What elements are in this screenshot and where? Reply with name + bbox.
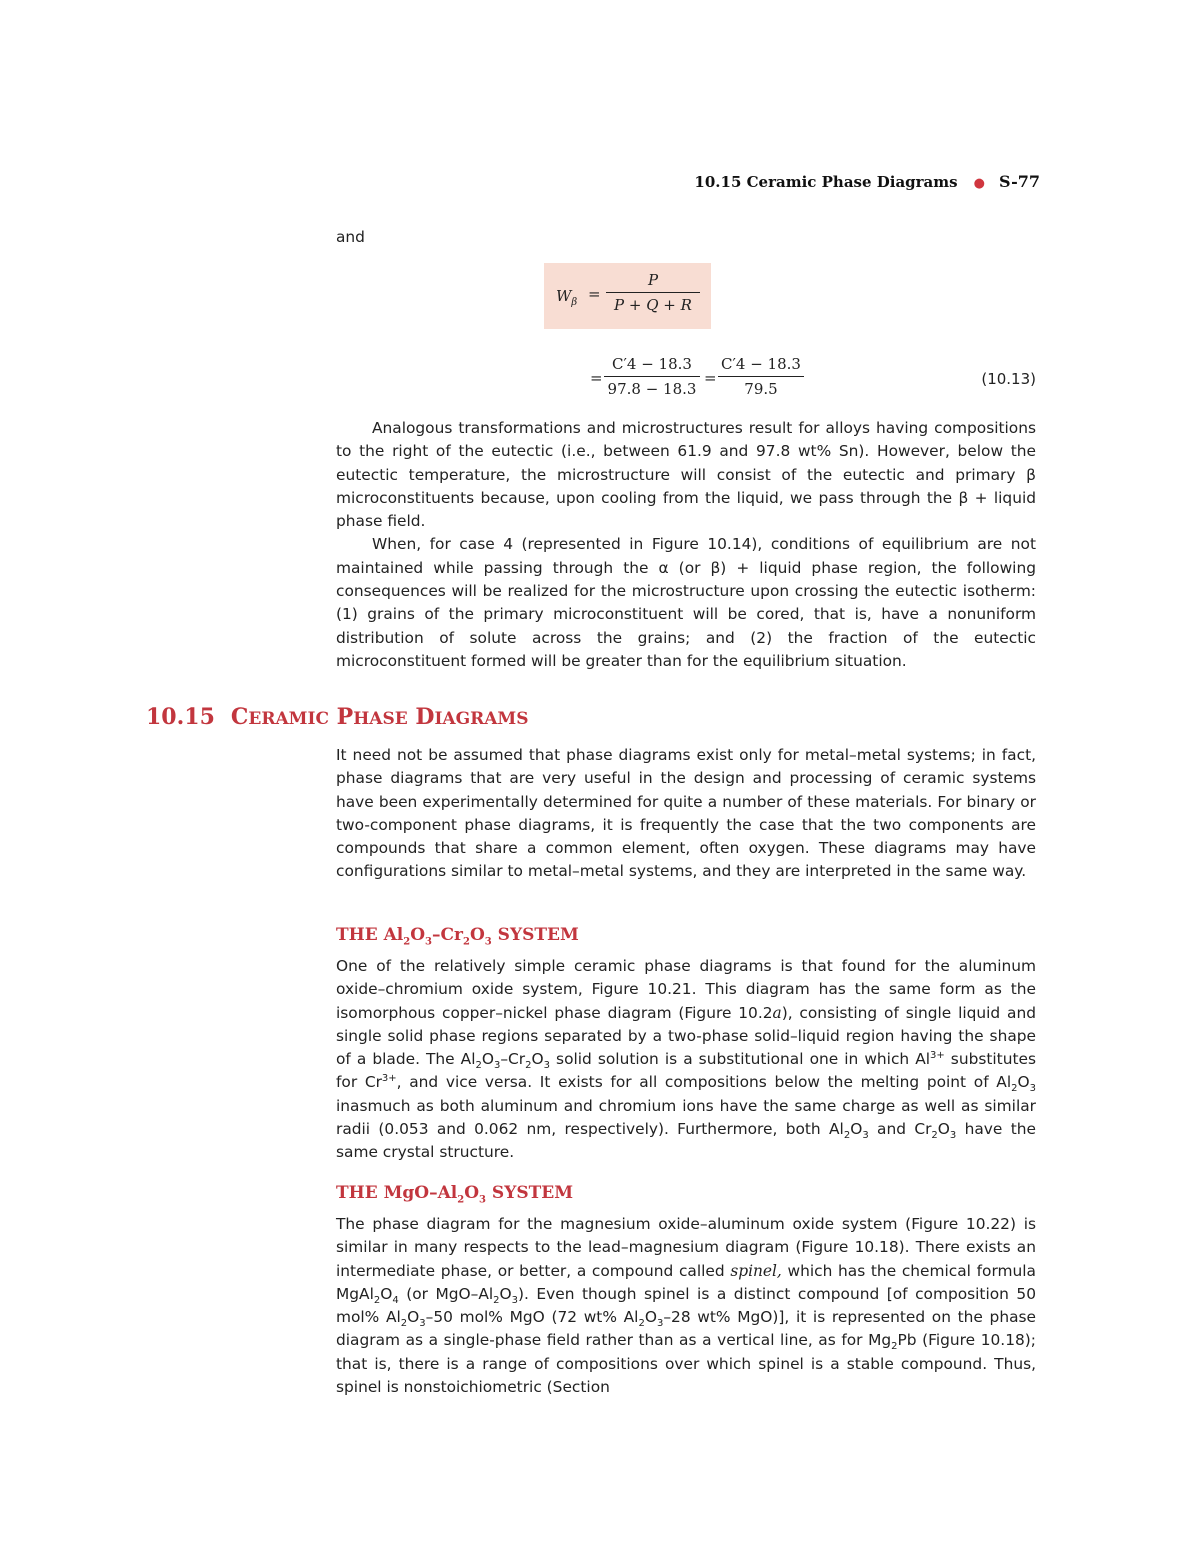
- equation-fraction: [606, 271, 700, 314]
- fraction-1-denominator: 97.8 − 18.3: [604, 376, 700, 398]
- equation-denominator: P + Q + R: [606, 292, 700, 314]
- paragraph-4: One of the relatively simple ceramic phase diagrams is that found for the aluminum oxide–chromium oxide system, Figure 10.21. This diagram has the same form as the isomorphous copper–nickel phase diagram (Figure 10.2a), consisting of single liquid and single solid phase regions separated by a two-phase solid–liquid region having the shape of a blade. The $Al_2O_3-Cr_2O_3$ solid solution is a substitutional one in which $Al^{3+}$ substitutes for $Cr^{3+}$, and vice versa. It exists for all compositions below the melting point of $Al_2O_3$ inasmuch as both aluminum and chromium ions have the same charge as well as similar radii (0.053 and 0.062 nm, respectively). Furthermore, both $Al_2O_3$ and $Cr_2O_3$ have the same crystal structure.: [336, 957, 1036, 1162]
- equation-number: (10.13): [981, 370, 1036, 388]
- subheading-mgo-al2o3: THE MgO–$Al_2O_3$ SYSTEM: [336, 1183, 574, 1206]
- bullet-icon: ●: [973, 176, 985, 191]
- fraction-2-numerator: C′4 − 18.3: [721, 355, 801, 373]
- fraction-2-denominator: 79.5: [718, 376, 804, 398]
- paragraph-1: Analogous transformations and microstructures result for alloys having compositions to the right of the eutectic (i.e., between 61.9 and 97.8 wt% Sn). However, below the eutectic temperature, the microstructure will consist of the eutectic and primary β microconstituents because, upon cooling from the liquid, we pass through the β + liquid phase field.: [336, 419, 1036, 531]
- subheading-al2o3-cr2o3: THE $Al_2O_3-Cr_2O_3$ SYSTEM: [336, 925, 579, 948]
- section-number: 10.15: [146, 704, 215, 730]
- body-text-top: [336, 417, 1036, 673]
- lead-word: and: [336, 228, 365, 246]
- body-text-mgo: [336, 1213, 1036, 1399]
- equation-lhs: $W_\beta$: [556, 287, 578, 308]
- paragraph-2: When, for case 4 (represented in Figure 10.14), conditions of equilibrium are not maintained while passing through the α (or β) + liquid phase region, the following consequences will be realized for the microstructure upon crossing the eutectic isotherm: (1) grains of the primary microconstituent will be cored, that is, have a nonuniform distribution of solute across the grains; and (2) the fraction of the eutectic microconstituent formed will be greater than for the equilibrium situation.: [336, 535, 1036, 670]
- paragraph-3: It need not be assumed that phase diagrams exist only for metal–metal systems; in fact, phase diagrams that are very useful in the design and processing of ceramic systems have been experimentally determined for quite a number of these materials. For binary or two-component phase diagrams, it is frequently the case that the two components are compounds that share a common element, often oxygen. These diagrams may have configurations similar to metal–metal systems, and they are interpreted in the same way.: [336, 746, 1036, 881]
- equation-numerator: P: [647, 271, 659, 289]
- fraction-1-numerator: C′4 − 18.3: [612, 355, 692, 373]
- running-head: [660, 172, 1040, 196]
- section-heading: [146, 704, 529, 730]
- section-title: CERAMIC PHASE DIAGRAMS: [230, 704, 529, 730]
- equation-fraction-2: [718, 355, 804, 398]
- page-number: S-77: [998, 172, 1040, 191]
- running-head-section: 10.15 Ceramic Phase Diagrams: [694, 173, 958, 191]
- body-text-al2o3: [336, 955, 1036, 1165]
- equation-box: $W_\beta$ = $\frac{P}{P + Q + R}$: [544, 263, 711, 329]
- paragraph-5: The phase diagram for the magnesium oxide–aluminum oxide system (Figure 10.22) is similar in many respects to the lead–magnesium diagram (Figure 10.18). There exists an intermediate phase, or better, a compound called spinel, which has the chemical formula $MgAl_2O_4$ (or MgO–$Al_2O_3$). Even though spinel is a distinct compound [of composition 50 mol% $Al_2O_3-50$ mol% MgO (72 wt% $Al_2O_3-28$ wt% MgO)], it is represented on the phase diagram as a single-phase field rather than as a vertical line, as for $Mg_2Pb$ (Figure 10.18); that is, there is a range of compositions over which spinel is a stable compound. Thus, spinel is nonstoichiometric (Section: [336, 1215, 1036, 1397]
- equation-fraction-1: [604, 355, 700, 398]
- body-text-section: [336, 744, 1036, 884]
